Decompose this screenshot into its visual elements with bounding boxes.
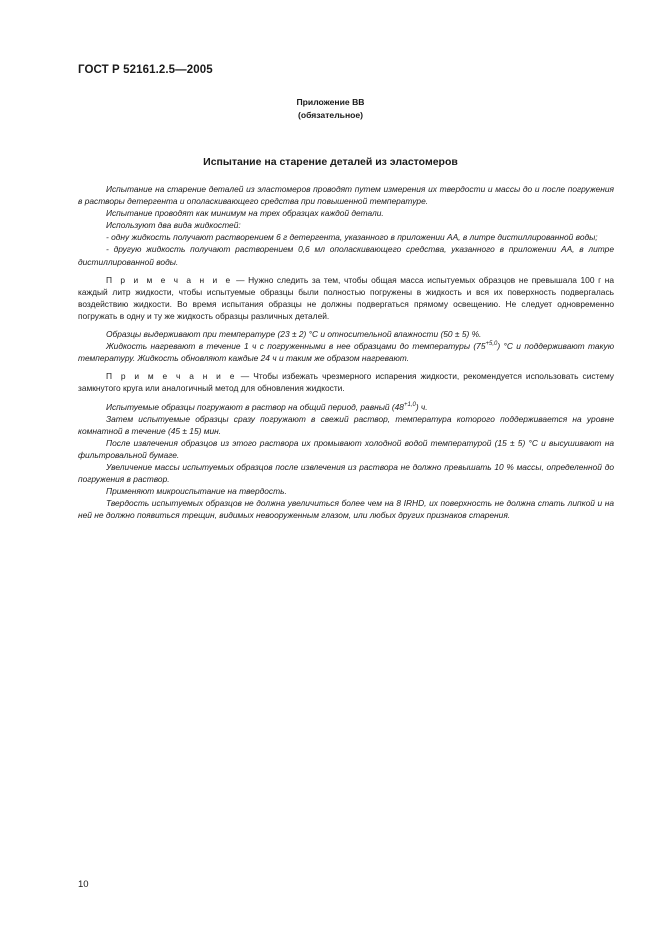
superscript: +1,0 bbox=[403, 401, 416, 408]
paragraph: Увеличение массы испытуемых образцов после извлечения из раствора не должно превышать 10 % массы, определенной до погружения в раствор. bbox=[78, 461, 614, 485]
paragraph: Затем испытуемые образцы сразу погружают в свежий раствор, температура которого поддерживается на уровне комнатной в течение (45 ± 15) мин. bbox=[78, 413, 614, 436]
document-header: ГОСТ Р 52161.2.5—2005 bbox=[78, 64, 213, 76]
text-part: ) °С и поддерживают такую температуру. Жидкость обновляют каждые 24 ч и таким же образом нагревают. bbox=[78, 341, 614, 364]
list-item: - одну жидкость получают растворением 6 г детергента, указанного в приложении АА, в литре дистиллированной воды; bbox=[106, 232, 598, 243]
paragraph: Твердость испытуемых образцов не должна увеличиться более чем на 8 IRHD, их поверхность не должна стать липкой и на ней не должно появиться трещин, видимых невооруженным глазом, или любых других признаков старения. bbox=[78, 498, 614, 521]
paragraph: Испытание на старение деталей из эластомеров проводят путем измерения их твердости и массы до и после погружения в растворы детергента и ополаскивающего средства при повышенной температуре. bbox=[78, 184, 614, 207]
superscript: +5,0 bbox=[485, 341, 498, 348]
note-text: — Нужно следить за тем, чтобы общая масса испытуемых образцов не превышала 100 г на каждый литр жидкости, чтобы испытуемые образцы были полностью погружены в жидкость и вся их поверхность подвергалась воздействию жидкости. Во время испытания образцы не должны подвергаться прямому освещению. Не следует одновременно погружать в одну и ту же жидкость образцы различных деталей. bbox=[78, 274, 614, 321]
note bbox=[78, 370, 614, 394]
section-title: Испытание на старение деталей из эластомеров bbox=[203, 156, 458, 168]
annex-heading bbox=[0, 96, 661, 122]
text-part: ) ч. bbox=[415, 401, 428, 412]
list-item: - другую жидкость получают растворением 0,6 мл ополаскивающего средства, указанного в приложении АА, в литре дистиллированной воды. bbox=[78, 244, 614, 267]
note-text: — Чтобы избежать чрезмерного испарения жидкости, рекомендуется использовать систему замкнутого круга или аналогичный метод для обновления жидкости. bbox=[78, 371, 614, 394]
paragraph: Образцы выдерживают при температуре (23 ± 2) °С и относительной влажности (50 ± 5) %. bbox=[106, 329, 482, 340]
paragraph bbox=[78, 401, 614, 413]
note-label: П р и м е ч а н и е bbox=[106, 371, 237, 382]
annex-title: Приложение ВВ bbox=[296, 97, 365, 107]
text-part: Жидкость нагревают в течение 1 ч с погруженными в нее образцами до температуры (75 bbox=[106, 341, 486, 352]
body-text bbox=[78, 183, 614, 521]
page-number: 10 bbox=[78, 879, 89, 890]
paragraph: После извлечения образцов из этого раствора их промывают холодной водой температурой (15 ± 5) °С и высушивают на фильтровальной бумаге. bbox=[78, 437, 614, 460]
note-label: П р и м е ч а н и е bbox=[106, 274, 233, 285]
paragraph: Используют два вида жидкостей: bbox=[106, 220, 241, 231]
paragraph: Испытание проводят как минимум на трех образцах каждой детали. bbox=[106, 208, 384, 219]
text-part: Испытуемые образцы погружают в раствор на общий период, равный (48 bbox=[106, 401, 404, 412]
annex-status: (обязательное) bbox=[297, 110, 364, 120]
note bbox=[78, 274, 614, 322]
paragraph: Применяют микроиспытание на твердость. bbox=[106, 486, 287, 497]
paragraph bbox=[78, 340, 614, 364]
